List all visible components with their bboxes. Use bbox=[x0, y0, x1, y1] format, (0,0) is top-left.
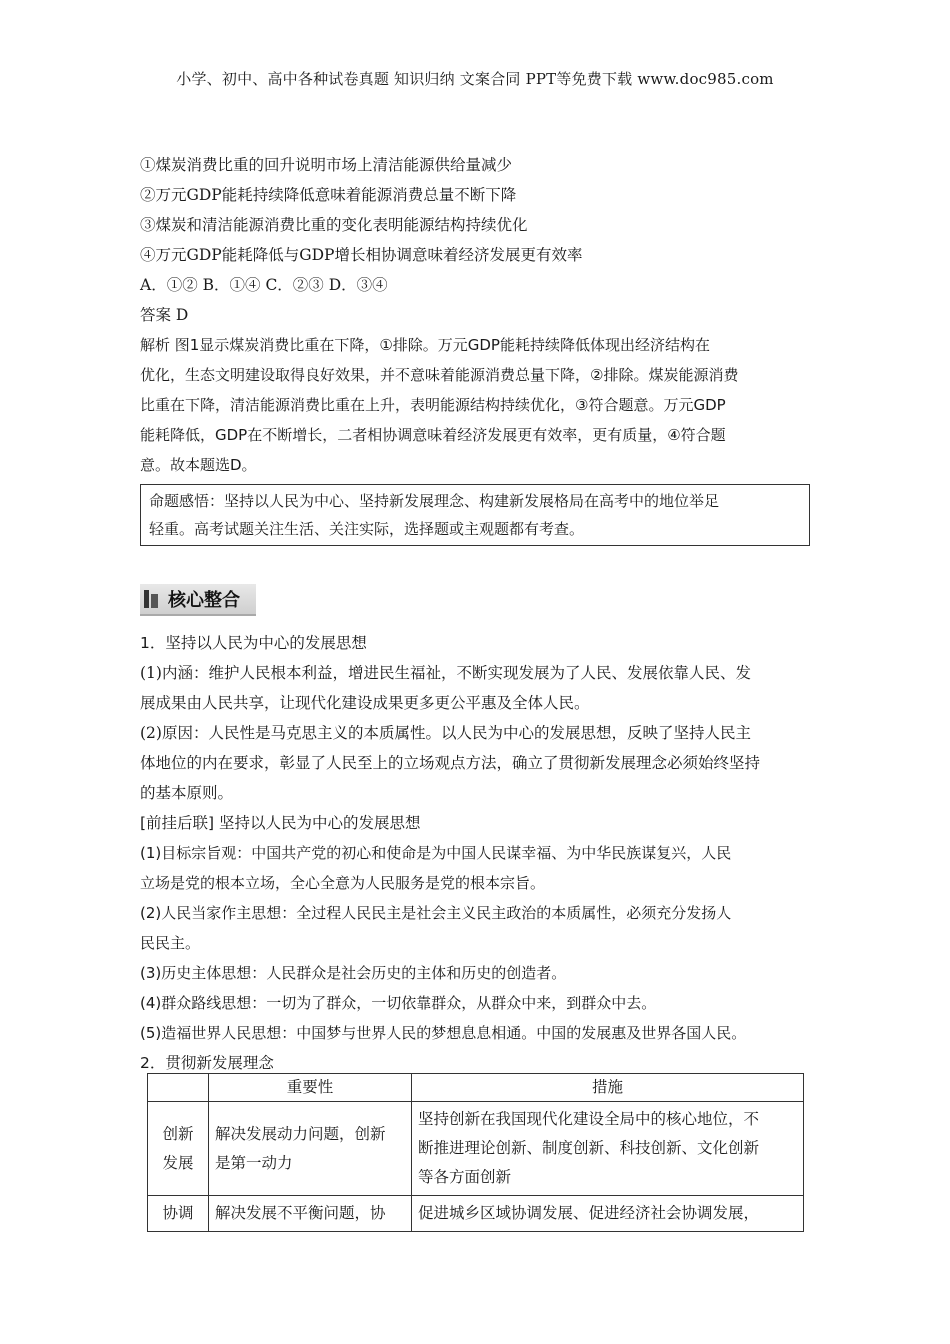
point-1-title: 1．坚持以人民为中心的发展思想 bbox=[140, 634, 367, 652]
point-1-yuanyin: 的基本原则。 bbox=[140, 784, 234, 802]
link-title: [前挂后联] 坚持以人民为中心的发展思想 bbox=[140, 814, 421, 832]
option-1: ①煤炭消费比重的回升说明市场上清洁能源供给量减少 bbox=[140, 156, 513, 174]
link-line: (5)造福世界人民思想：中国梦与世界人民的梦想息息相通。中国的发展惠及世界各国人民。 bbox=[140, 1024, 747, 1042]
table-header-row bbox=[148, 1074, 804, 1102]
table-row bbox=[148, 1196, 804, 1232]
link-line: 民民主。 bbox=[140, 934, 201, 952]
analysis-line: 解析 图1显示煤炭消费比重在下降，①排除。万元GDP能耗持续降低体现出经济结构在 bbox=[140, 336, 710, 354]
page-header: 小学、初中、高中各种试卷真题 知识归纳 文案合同 PPT等免费下载 www.doc985.com bbox=[176, 70, 774, 88]
table-cell-measures bbox=[412, 1102, 804, 1196]
option-2: ②万元GDP能耗持续降低意味着能源消费总量不断下降 bbox=[140, 186, 517, 204]
insight-line: 轻重。高考试题关注生活、关注实际，选择题或主观题都有考查。 bbox=[149, 520, 585, 538]
table-cell-importance bbox=[209, 1102, 412, 1196]
section-heading bbox=[140, 584, 256, 616]
cell-line: 解决发展不平衡问题，协 bbox=[215, 1204, 386, 1222]
cell-line: 发展 bbox=[162, 1153, 194, 1172]
cell-line: 等各方面创新 bbox=[418, 1168, 512, 1186]
analysis-line: 意。故本题选D。 bbox=[140, 456, 257, 474]
link-line: (3)历史主体思想：人民群众是社会历史的主体和历史的创造者。 bbox=[140, 964, 567, 982]
section-marker-icon bbox=[144, 590, 160, 608]
link-line: (1)目标宗旨观：中国共产党的初心和使命是为中国人民谋幸福、为中华民族谋复兴，人民 bbox=[140, 844, 732, 862]
table-header-cell bbox=[148, 1074, 209, 1102]
answer-choices: A．①② B．①④ C．②③ D．③④ bbox=[140, 276, 388, 294]
answer: 答案 D bbox=[140, 306, 189, 324]
table-cell-name bbox=[148, 1196, 209, 1232]
table-header-cell: 措施 bbox=[412, 1074, 804, 1102]
analysis-line: 能耗降低，GDP在不断增长，二者相协调意味着经济发展更有效率，更有质量，④符合题 bbox=[140, 426, 726, 444]
cell-line: 创新 bbox=[162, 1124, 194, 1143]
link-line: (2)人民当家作主思想：全过程人民民主是社会主义民主政治的本质属性，必须充分发扬人 bbox=[140, 904, 732, 922]
insight-line: 命题感悟：坚持以人民为中心、坚持新发展理念、构建新发展格局在高考中的地位举足 bbox=[149, 492, 720, 510]
point-1-yuanyin: 体地位的内在要求，彰显了人民至上的立场观点方法，确立了贯彻新发展理念必须始终坚持 bbox=[140, 754, 761, 772]
analysis-line: 优化，生态文明建设取得良好效果，并不意味着能源消费总量下降，②排除。煤炭能源消费 bbox=[140, 366, 739, 384]
analysis-line: 比重在下降，清洁能源消费比重在上升，表明能源结构持续优化，③符合题意。万元GDP bbox=[140, 396, 726, 414]
point-1-neihan: 展成果由人民共享，让现代化建设成果更多更公平惠及全体人民。 bbox=[140, 694, 590, 712]
cell-line: 坚持创新在我国现代化建设全局中的核心地位，不 bbox=[418, 1110, 760, 1128]
link-line: 立场是党的根本立场，全心全意为人民服务是党的根本宗旨。 bbox=[140, 874, 546, 892]
section-title: 核心整合 bbox=[168, 590, 240, 611]
cell-line: 解决发展动力问题，创新 bbox=[215, 1124, 386, 1143]
option-3: ③煤炭和清洁能源消费比重的变化表明能源结构持续优化 bbox=[140, 216, 528, 234]
cell-line: 断推进理论创新、制度创新、科技创新、文化创新 bbox=[418, 1139, 760, 1157]
link-line: (4)群众路线思想：一切为了群众，一切依靠群众，从群众中来，到群众中去。 bbox=[140, 994, 657, 1012]
table-cell-name bbox=[148, 1102, 209, 1196]
point-2-title: 2．贯彻新发展理念 bbox=[140, 1054, 274, 1072]
cell-line: 协调 bbox=[162, 1204, 194, 1222]
development-table bbox=[147, 1073, 804, 1232]
table-cell-importance bbox=[209, 1196, 412, 1232]
table-cell-measures bbox=[412, 1196, 804, 1232]
option-4: ④万元GDP能耗降低与GDP增长相协调意味着经济发展更有效率 bbox=[140, 246, 583, 264]
main-content bbox=[140, 150, 810, 1078]
point-1-neihan: (1)内涵：维护人民根本利益，增进民生福祉，不断实现发展为了人民、发展依靠人民、发 bbox=[140, 664, 751, 682]
point-1-yuanyin: (2)原因：人民性是马克思主义的本质属性。以人民为中心的发展思想，反映了坚持人民主 bbox=[140, 724, 751, 742]
cell-line: 促进城乡区域协调发展、促进经济社会协调发展， bbox=[418, 1204, 760, 1222]
table-header-cell: 重要性 bbox=[209, 1074, 412, 1102]
cell-line: 是第一动力 bbox=[215, 1153, 293, 1172]
table-row bbox=[148, 1102, 804, 1196]
insight-box bbox=[140, 484, 810, 546]
